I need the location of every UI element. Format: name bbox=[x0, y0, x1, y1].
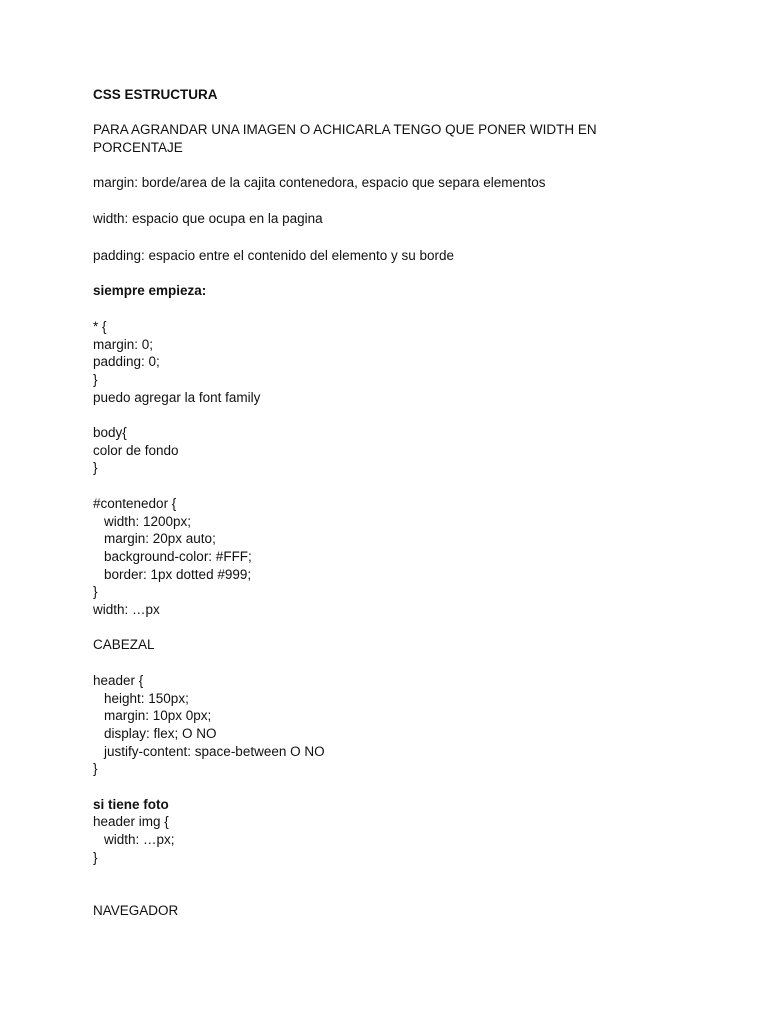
code-line: } bbox=[93, 460, 98, 476]
font-note: puedo agregar la font family bbox=[93, 389, 261, 405]
code-line: } bbox=[93, 849, 98, 865]
start-heading: siempre empieza: bbox=[93, 283, 207, 299]
code-line: display: flex; O NO bbox=[104, 725, 217, 741]
margin-note: margin: borde/area de la cajita contenedora, espacio que separa elementos bbox=[93, 175, 546, 191]
code-line: border: 1px dotted #999; bbox=[104, 566, 252, 582]
padding-note: padding: espacio entre el contenido del elemento y su borde bbox=[93, 248, 454, 264]
reset-code-block bbox=[93, 318, 653, 389]
container-code-block bbox=[93, 495, 653, 619]
code-line: header { bbox=[93, 672, 144, 688]
spacer bbox=[93, 157, 653, 175]
spacer bbox=[93, 265, 653, 283]
code-line: body{ bbox=[93, 425, 127, 441]
document-title: CSS ESTRUCTURA bbox=[93, 87, 218, 102]
spacer bbox=[93, 300, 653, 318]
code-line: * { bbox=[93, 318, 107, 334]
code-line: margin: 20px auto; bbox=[104, 531, 216, 547]
spacer bbox=[93, 884, 653, 902]
code-line: justify-content: space-between O NO bbox=[104, 743, 325, 759]
code-line: color de fondo bbox=[93, 442, 179, 458]
spacer bbox=[93, 654, 653, 672]
photo-heading: si tiene foto bbox=[93, 796, 169, 812]
intro-paragraph: PARA AGRANDAR UNA IMAGEN O ACHICARLA TENGO QUE PONER WIDTH EN PORCENTAJE bbox=[93, 122, 597, 156]
nav-section-heading: NAVEGADOR bbox=[93, 902, 179, 918]
code-line: } bbox=[93, 371, 98, 387]
code-line: background-color: #FFF; bbox=[104, 548, 252, 564]
code-line: height: 150px; bbox=[104, 690, 189, 706]
code-line: padding: 0; bbox=[93, 354, 160, 370]
spacer bbox=[93, 619, 653, 637]
header-img-code-block bbox=[93, 813, 653, 866]
spacer bbox=[93, 867, 653, 885]
body-code-block bbox=[93, 424, 653, 477]
code-line: margin: 10px 0px; bbox=[104, 708, 212, 724]
spacer bbox=[93, 192, 653, 210]
spacer bbox=[93, 406, 653, 424]
code-line: #contenedor { bbox=[93, 495, 177, 511]
spacer bbox=[93, 228, 653, 248]
spacer bbox=[93, 477, 653, 495]
spacer bbox=[93, 104, 653, 122]
header-section-heading: CABEZAL bbox=[93, 637, 155, 653]
code-line: } bbox=[93, 584, 98, 600]
width-note: width: espacio que ocupa en la pagina bbox=[93, 210, 323, 226]
code-line: } bbox=[93, 761, 98, 777]
code-line: width: …px bbox=[93, 602, 160, 618]
code-line: width: …px; bbox=[104, 832, 175, 848]
header-code-block bbox=[93, 672, 653, 778]
code-line: header img { bbox=[93, 814, 169, 830]
document-content bbox=[93, 86, 653, 920]
code-line: margin: 0; bbox=[93, 336, 154, 352]
code-line: width: 1200px; bbox=[104, 513, 192, 529]
spacer bbox=[93, 778, 653, 796]
